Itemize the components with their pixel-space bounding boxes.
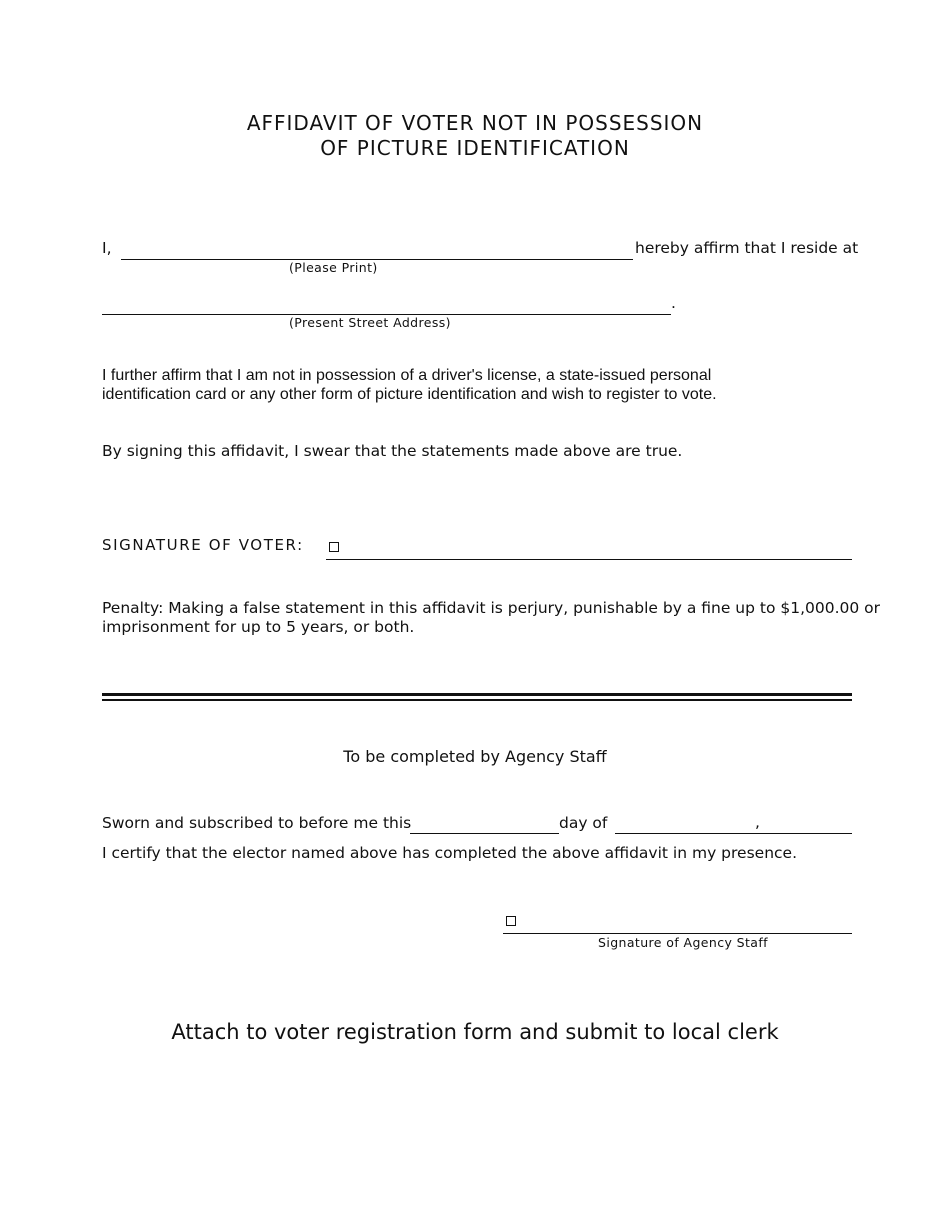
document-title-line2: OF PICTURE IDENTIFICATION bbox=[320, 136, 630, 160]
penalty-line2: imprisonment for up to 5 years, or both. bbox=[102, 618, 415, 636]
document-title-line1: AFFIDAVIT OF VOTER NOT IN POSSESSION bbox=[246, 111, 704, 135]
date-comma: , bbox=[755, 813, 760, 831]
street-address-field[interactable] bbox=[102, 295, 671, 315]
section-divider-thin bbox=[102, 699, 852, 701]
name-caption: (Please Print) bbox=[289, 260, 378, 275]
sworn-day-field[interactable] bbox=[410, 833, 559, 834]
swear-statement: By signing this affidavit, I swear that the statements made above are true. bbox=[102, 442, 683, 460]
affirm-paragraph-line2: identification card or any other form of picture identification and wish to register to vote. bbox=[102, 386, 717, 403]
agency-heading: To be completed by Agency Staff bbox=[343, 747, 607, 766]
certify-statement: I certify that the elector named above has completed the above affidavit in my presence. bbox=[102, 844, 798, 862]
affirm-suffix: hereby affirm that I reside at bbox=[635, 239, 859, 257]
address-caption: (Present Street Address) bbox=[289, 315, 451, 330]
affirm-paragraph-line1: I further affirm that I am not in possession of a driver's license, a state-issued personal bbox=[102, 367, 712, 384]
voter-signature-checkbox[interactable] bbox=[329, 542, 339, 552]
footer-instruction: Attach to voter registration form and submit to local clerk bbox=[171, 1020, 779, 1044]
section-divider-thick bbox=[102, 693, 852, 696]
day-of-label: day of bbox=[559, 814, 608, 832]
sworn-prefix: Sworn and subscribed to before me this bbox=[102, 814, 412, 832]
penalty-line1: Penalty: Making a false statement in this affidavit is perjury, punishable by a fine up to $1,000.00 or bbox=[102, 599, 881, 617]
voter-signature-line[interactable] bbox=[326, 559, 852, 560]
agency-signature-line[interactable] bbox=[503, 933, 852, 934]
agency-signature-caption: Signature of Agency Staff bbox=[598, 935, 768, 950]
agency-signature-checkbox[interactable] bbox=[506, 916, 516, 926]
voter-signature-label: SIGNATURE OF VOTER: bbox=[102, 536, 304, 554]
affirm-prefix: I, bbox=[102, 239, 112, 257]
voter-name-field[interactable] bbox=[121, 240, 633, 260]
address-period: . bbox=[671, 294, 676, 312]
sworn-month-field[interactable] bbox=[615, 833, 852, 834]
